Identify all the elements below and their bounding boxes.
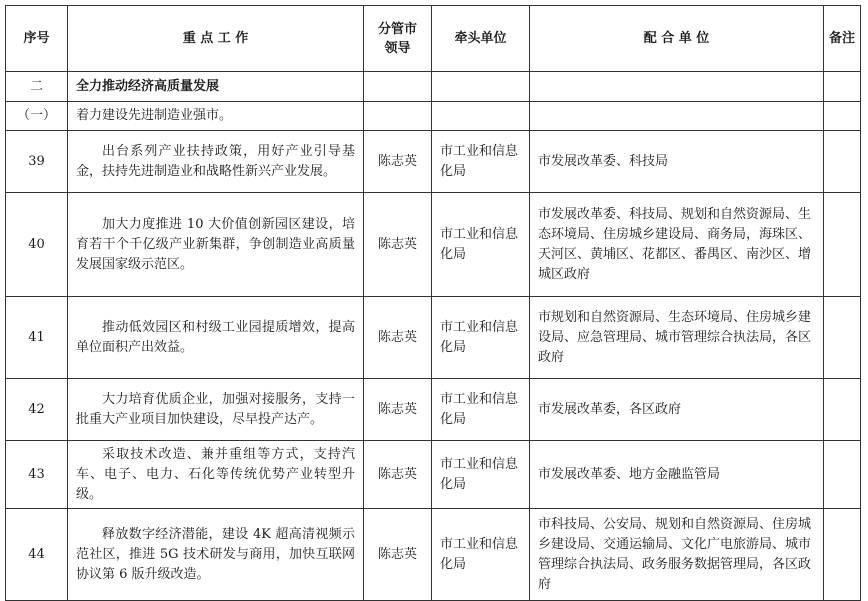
table-row bbox=[6, 131, 861, 193]
row-no: 43 bbox=[6, 441, 68, 509]
row-assist-unit: 市发展改革委、科技局、规划和自然资源局、生态环境局、住房城乡建设局、商务局，海珠区、天河区、黄埔区、花都区、番禺区、南沙区、增城区政府 bbox=[530, 193, 824, 297]
row-task bbox=[68, 297, 364, 379]
row-task bbox=[68, 509, 364, 601]
row-task bbox=[68, 193, 364, 297]
section-row bbox=[6, 72, 861, 102]
header-row bbox=[6, 6, 861, 72]
section-empty-remark bbox=[824, 72, 861, 102]
row-assist-unit: 市发展改革委、地方金融监管局 bbox=[530, 441, 824, 509]
header-remark: 备注 bbox=[824, 6, 861, 72]
work-plan-table bbox=[5, 5, 861, 601]
row-remark bbox=[824, 131, 861, 193]
row-task bbox=[68, 441, 364, 509]
header-task: 重 点 工 作 bbox=[68, 6, 364, 72]
row-task-text: 推动低效园区和村级工业园提质增效，提高单位面积产出效益。 bbox=[76, 319, 355, 355]
subsection-title: 着力建设先进制造业强市。 bbox=[68, 102, 364, 131]
row-task-text: 加大力度推进 10 大价值创新园区建设，培育若干个千亿级产业新集群，争创制造业高质量发展国家级示范区。 bbox=[76, 216, 355, 272]
section-no: 二 bbox=[6, 72, 68, 102]
row-no: 39 bbox=[6, 131, 68, 193]
row-task-text: 采取技术改造、兼并重组等方式，支持汽车、电子、电力、石化等传统优势产业转型升级。 bbox=[76, 446, 355, 502]
row-assist-unit: 市规划和自然资源局、生态环境局、住房城乡建设局、应急管理局、城市管理综合执法局，各区政府 bbox=[530, 297, 824, 379]
row-leader: 陈志英 bbox=[364, 131, 432, 193]
section-title: 全力推动经济高质量发展 bbox=[68, 72, 364, 102]
section-empty-lead bbox=[432, 72, 530, 102]
table-row bbox=[6, 379, 861, 441]
row-remark bbox=[824, 193, 861, 297]
row-task bbox=[68, 131, 364, 193]
row-lead-unit: 市工业和信息化局 bbox=[432, 509, 530, 601]
header-lead-unit: 牵头单位 bbox=[432, 6, 530, 72]
subsection-empty-leader bbox=[364, 102, 432, 131]
row-no: 41 bbox=[6, 297, 68, 379]
row-leader: 陈志英 bbox=[364, 379, 432, 441]
row-leader: 陈志英 bbox=[364, 509, 432, 601]
row-task-text: 出台系列产业扶持政策，用好产业引导基金，扶持先进制造业和战略性新兴产业发展。 bbox=[76, 143, 355, 179]
row-no: 42 bbox=[6, 379, 68, 441]
row-lead-unit: 市工业和信息化局 bbox=[432, 297, 530, 379]
table-row bbox=[6, 297, 861, 379]
section-empty-assist bbox=[530, 72, 824, 102]
header-assist-unit: 配 合 单 位 bbox=[530, 6, 824, 72]
header-leader-text: 分管市领导 bbox=[377, 21, 417, 56]
row-task bbox=[68, 379, 364, 441]
row-lead-unit: 市工业和信息化局 bbox=[432, 379, 530, 441]
subsection-empty-remark bbox=[824, 102, 861, 131]
row-lead-unit: 市工业和信息化局 bbox=[432, 441, 530, 509]
row-no: 44 bbox=[6, 509, 68, 601]
row-leader: 陈志英 bbox=[364, 193, 432, 297]
header-leader bbox=[364, 6, 432, 72]
subsection-row bbox=[6, 102, 861, 131]
row-assist-unit: 市发展改革委、科技局 bbox=[530, 131, 824, 193]
subsection-empty-assist bbox=[530, 102, 824, 131]
row-lead-unit: 市工业和信息化局 bbox=[432, 131, 530, 193]
row-remark bbox=[824, 509, 861, 601]
row-remark bbox=[824, 297, 861, 379]
row-assist-unit: 市科技局、公安局、规划和自然资源局、住房城乡建设局、交通运输局、文化广电旅游局、城市管理综合执法局、政务服务数据管理局，各区政府 bbox=[530, 509, 824, 601]
row-leader: 陈志英 bbox=[364, 297, 432, 379]
row-lead-unit: 市工业和信息化局 bbox=[432, 193, 530, 297]
table-row bbox=[6, 509, 861, 601]
table-row bbox=[6, 193, 861, 297]
row-task-text: 大力培育优质企业，加强对接服务，支持一批重大产业项目加快建设，尽早投产达产。 bbox=[76, 391, 355, 427]
section-empty-leader bbox=[364, 72, 432, 102]
row-leader: 陈志英 bbox=[364, 441, 432, 509]
row-assist-unit: 市发展改革委，各区政府 bbox=[530, 379, 824, 441]
row-no: 40 bbox=[6, 193, 68, 297]
table-row bbox=[6, 441, 861, 509]
subsection-no: （一） bbox=[6, 102, 68, 131]
row-remark bbox=[824, 379, 861, 441]
header-no: 序号 bbox=[6, 6, 68, 72]
subsection-empty-lead bbox=[432, 102, 530, 131]
row-task-text: 释放数字经济潜能，建设 4K 超高清视频示范社区，推进 5G 技术研发与商用，加快互联网协议第 6 版升级改造。 bbox=[76, 526, 355, 582]
row-remark bbox=[824, 441, 861, 509]
